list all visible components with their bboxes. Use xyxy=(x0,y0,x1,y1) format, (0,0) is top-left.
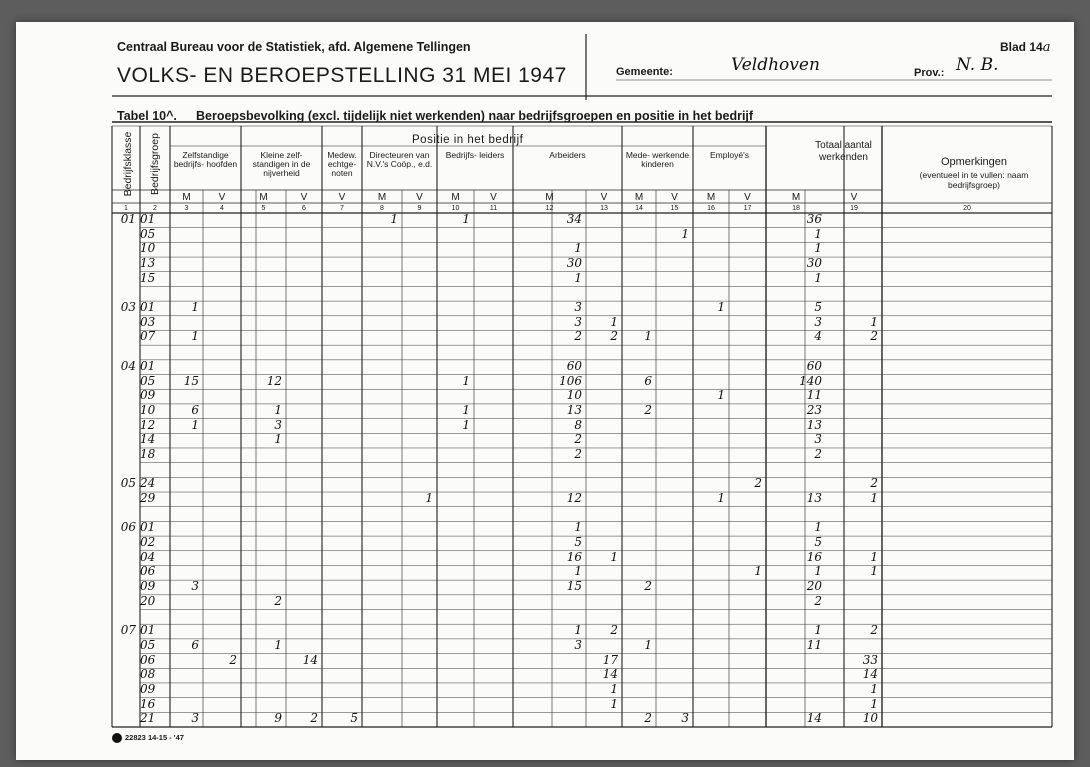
cell-c6: 2 xyxy=(310,711,318,726)
cell-c10: 1 xyxy=(462,417,470,432)
col-m-label: M xyxy=(182,192,191,203)
bedrijfsgroep-value: 21 xyxy=(140,711,156,726)
bureau-heading: Centraal Bureau voor de Statistiek, afd. Algemene Tellingen xyxy=(117,40,471,54)
col-number: 11 xyxy=(489,205,498,212)
col-number: 3 xyxy=(184,205,189,212)
cell-c12: 106 xyxy=(559,373,582,388)
bedrijfsgroep-value: 03 xyxy=(140,314,156,329)
cell-c7: 5 xyxy=(350,711,358,726)
cell-c12: 1 xyxy=(574,520,582,535)
bedrijfsklasse-value: 06 xyxy=(120,520,136,535)
cell-c3: 6 xyxy=(191,637,199,652)
gemeente-label: Gemeente: xyxy=(616,66,673,78)
bedrijfsgroep-value: 04 xyxy=(140,549,156,564)
bedrijfsgroep-value: 01 xyxy=(140,300,156,315)
cell-c14: 1 xyxy=(644,329,652,344)
col-v-label: V xyxy=(300,192,308,203)
col-v-label: V xyxy=(600,192,608,203)
cell-c12: 1 xyxy=(574,270,582,285)
col-v-label: V xyxy=(338,192,346,203)
cell-c18: 2 xyxy=(814,593,822,608)
cell-c12: 2 xyxy=(574,329,582,344)
bedrijfsgroep-value: 09 xyxy=(140,681,156,696)
cell-c3: 3 xyxy=(191,579,199,594)
cell-c8: 1 xyxy=(390,212,398,226)
col-v-label: V xyxy=(416,192,423,203)
col-m-label: M xyxy=(259,192,268,203)
print-code-text: 22823 14-15 - '47 xyxy=(125,733,184,742)
col-bedrijfsgroep: Bedrijfsgroep xyxy=(149,133,161,195)
bedrijfsgroep-value: 01 xyxy=(140,623,156,638)
cell-c19: 1 xyxy=(870,681,878,696)
bedrijfsgroep-value: 08 xyxy=(140,667,156,682)
cell-c14: 2 xyxy=(644,402,652,417)
cell-c18: 3 xyxy=(814,432,822,447)
cell-c18: 30 xyxy=(806,256,822,271)
group-header: Mede- werkende kinderen xyxy=(625,150,690,169)
cell-c19: 14 xyxy=(862,667,878,682)
cell-c12: 3 xyxy=(574,300,582,315)
cell-c12: 12 xyxy=(566,491,582,506)
col-number: 12 xyxy=(545,205,554,212)
bedrijfsgroep-value: 15 xyxy=(140,270,156,285)
cell-c12: 5 xyxy=(574,535,582,550)
group-header: Bedrijfs- leiders xyxy=(445,150,505,160)
cell-c12: 16 xyxy=(566,549,582,564)
cell-c5: 1 xyxy=(274,402,282,417)
cell-c5: 2 xyxy=(274,593,282,608)
cell-c6: 14 xyxy=(302,652,318,667)
bedrijfsgroep-value: 10 xyxy=(140,241,156,256)
cell-c5: 3 xyxy=(274,417,282,432)
cell-c9: 1 xyxy=(425,491,433,506)
bedrijfsgroep-value: 12 xyxy=(140,417,156,432)
cell-c12: 8 xyxy=(574,417,582,432)
cell-c3: 15 xyxy=(183,373,199,388)
col-number: 15 xyxy=(670,205,679,212)
prov-value: N. B. xyxy=(956,55,999,75)
cell-c12: 2 xyxy=(574,432,582,447)
col-number: 16 xyxy=(707,205,715,212)
col-number: 4 xyxy=(220,205,224,212)
cell-c12: 15 xyxy=(566,579,582,594)
col-bedrijfsklasse: Bedrijfsklasse xyxy=(122,131,134,197)
cell-c13: 1 xyxy=(610,549,618,564)
bedrijfsgroep-value: 05 xyxy=(140,637,156,652)
table-caption: Beroepsbevolking (excl. tijdelijk niet werkenden) naar bedrijfsgroepen en positie in het bedrijf xyxy=(196,109,754,123)
cell-c17: 2 xyxy=(754,476,762,491)
cell-c18: 36 xyxy=(806,212,822,226)
cell-c19: 2 xyxy=(870,329,878,344)
cell-c5: 1 xyxy=(274,432,282,447)
cell-c16: 1 xyxy=(717,300,725,315)
bedrijfsgroep-value: 10 xyxy=(140,402,156,417)
cell-c18: 16 xyxy=(806,549,822,564)
bedrijfsgroep-value: 07 xyxy=(140,329,156,344)
cell-c16: 1 xyxy=(717,388,725,403)
bedrijfsgroep-value: 05 xyxy=(140,226,156,241)
col-v-label: V xyxy=(490,192,497,203)
cell-c12: 1 xyxy=(574,564,582,579)
census-form-sheet xyxy=(16,22,1074,760)
cell-c19: 1 xyxy=(870,564,878,579)
cell-c14: 1 xyxy=(644,637,652,652)
cell-c19: 10 xyxy=(862,711,878,726)
col-number: 17 xyxy=(743,205,752,212)
bedrijfsgroep-value: 13 xyxy=(140,256,156,271)
col-positie: Positie in het bedrijf xyxy=(412,134,524,146)
cell-c15: 1 xyxy=(681,226,689,241)
cell-c14: 2 xyxy=(644,711,652,726)
col-m-label: M xyxy=(706,192,716,203)
cell-c10: 1 xyxy=(462,402,470,417)
cell-c14: 2 xyxy=(644,579,652,594)
col-number: 2 xyxy=(153,205,157,212)
bedrijfsgroep-value: 06 xyxy=(140,564,156,579)
group-header: Employé's xyxy=(710,150,749,160)
col-number: 10 xyxy=(451,205,460,212)
cell-c10: 1 xyxy=(462,373,470,388)
cell-c15: 3 xyxy=(681,711,689,726)
cell-c18: 13 xyxy=(806,491,822,506)
cell-c18: 1 xyxy=(814,270,822,285)
cell-c14: 6 xyxy=(644,373,652,388)
cell-c13: 17 xyxy=(602,652,618,667)
bedrijfsklasse-value: 05 xyxy=(120,476,136,491)
col-number: 1 xyxy=(124,205,128,212)
cell-c12: 10 xyxy=(566,388,582,403)
bedrijfsgroep-value: 14 xyxy=(140,432,156,447)
col-v-label: V xyxy=(218,192,226,203)
bedrijfsgroep-value: 05 xyxy=(140,373,156,388)
bedrijfsklasse-value: 04 xyxy=(120,358,136,373)
cell-c19: 1 xyxy=(870,549,878,564)
cell-c5: 1 xyxy=(274,637,282,652)
group-header: Zelfstandige bedrijfs- hoofden xyxy=(173,150,238,169)
col-number: 5 xyxy=(261,205,266,212)
cell-c16: 1 xyxy=(717,491,725,506)
bedrijfsklasse-value: 07 xyxy=(120,623,136,638)
bedrijfsklasse-value: 03 xyxy=(120,300,136,315)
bedrijfsgroep-value: 09 xyxy=(140,388,156,403)
cell-c18: 20 xyxy=(806,579,822,594)
col-v-label: V xyxy=(744,192,751,203)
cell-c17: 1 xyxy=(754,564,762,579)
cell-c3: 6 xyxy=(191,402,199,417)
col-number: 18 xyxy=(792,205,800,212)
col-v-label: V xyxy=(850,192,858,203)
cell-c18: 1 xyxy=(814,226,822,241)
col-m-label: M xyxy=(791,192,801,203)
col-m-label: M xyxy=(634,192,644,203)
cell-c19: 1 xyxy=(870,491,878,506)
cell-c18: 11 xyxy=(806,637,822,652)
cell-c18: 1 xyxy=(814,564,822,579)
cell-c18: 1 xyxy=(814,241,822,256)
cell-c18: 23 xyxy=(806,402,822,417)
col-number: 7 xyxy=(340,205,344,212)
cell-c18: 11 xyxy=(806,388,822,403)
bedrijfsgroep-value: 20 xyxy=(140,593,156,608)
cell-c12: 2 xyxy=(574,446,582,461)
col-opmerkingen: Opmerkingen xyxy=(940,156,1008,168)
bedrijfsgroep-value: 18 xyxy=(140,446,156,461)
bedrijfsgroep-value: 06 xyxy=(140,652,156,667)
cell-c18: 2 xyxy=(814,446,822,461)
group-header: Medew. echtge- noten xyxy=(327,150,357,178)
cell-c19: 2 xyxy=(870,623,878,638)
bedrijfsgroep-value: 09 xyxy=(140,579,156,594)
bedrijfsgroep-value: 29 xyxy=(140,491,156,506)
cell-c12: 3 xyxy=(574,314,582,329)
col-v-label: V xyxy=(671,192,678,203)
cell-c13: 1 xyxy=(610,681,618,696)
cell-c13: 1 xyxy=(610,696,618,711)
cell-c18: 140 xyxy=(799,373,822,388)
cell-c19: 33 xyxy=(862,652,878,667)
print-stamp-icon xyxy=(112,733,122,743)
bedrijfsgroep-value: 01 xyxy=(140,358,156,373)
cell-c13: 1 xyxy=(610,314,618,329)
col-opmerkingen-sub: (eventueel in te vullen: naam bedrijfsgroep) xyxy=(919,170,1029,190)
cell-c3: 1 xyxy=(191,417,199,432)
col-totaal: Totaal aantal werkenden xyxy=(815,140,872,163)
cell-c3: 1 xyxy=(191,300,199,315)
col-number: 6 xyxy=(302,205,306,212)
col-number: 9 xyxy=(417,205,422,212)
cell-c12: 60 xyxy=(566,358,582,373)
blad-suffix: a xyxy=(1042,40,1051,55)
cell-c18: 3 xyxy=(814,314,822,329)
bedrijfsgroep-value: 01 xyxy=(140,212,156,226)
bedrijfsgroep-value: 02 xyxy=(140,535,156,550)
cell-c18: 1 xyxy=(814,623,822,638)
cell-c18: 14 xyxy=(806,711,822,726)
cell-c12: 1 xyxy=(574,623,582,638)
cell-c19: 1 xyxy=(870,314,878,329)
cell-c10: 1 xyxy=(462,212,470,226)
bedrijfsgroep-value: 16 xyxy=(140,696,156,711)
cell-c18: 5 xyxy=(814,300,822,315)
cell-c5: 12 xyxy=(266,373,282,388)
col-number: 19 xyxy=(850,205,858,212)
col-number: 13 xyxy=(600,205,608,212)
bedrijfsgroep-value: 01 xyxy=(140,520,156,535)
form-title: VOLKS- EN BEROEPSTELLING 31 MEI 1947 xyxy=(117,64,567,87)
group-header: Kleine zelf- standigen in de nijverheid xyxy=(252,150,311,178)
cell-c13: 2 xyxy=(610,623,618,638)
cell-c19: 1 xyxy=(870,696,878,711)
cell-c13: 2 xyxy=(610,329,618,344)
cell-c3: 3 xyxy=(191,711,199,726)
cell-c5: 9 xyxy=(274,711,282,726)
cell-c12: 30 xyxy=(566,256,582,271)
group-header: Directeuren van N.V.'s Coöp., e.d. xyxy=(366,150,433,169)
col-number: 14 xyxy=(635,205,643,212)
cell-c3: 1 xyxy=(191,329,199,344)
cell-c18: 60 xyxy=(806,358,822,373)
col-m-label: M xyxy=(377,192,387,203)
col-number: 8 xyxy=(380,205,384,212)
bedrijfsgroep-value: 24 xyxy=(140,476,156,491)
table-label: Tabel 10^. xyxy=(117,109,177,123)
blad-number: Blad 14 xyxy=(1000,40,1043,54)
gemeente-value: Veldhoven xyxy=(731,55,820,75)
col-m-label: M xyxy=(451,192,460,203)
footer-print-code xyxy=(112,733,184,743)
prov-label: Prov.: xyxy=(914,67,945,79)
cell-c12: 13 xyxy=(566,402,582,417)
bedrijfsklasse-value: 01 xyxy=(120,212,136,226)
cell-c4: 2 xyxy=(229,652,237,667)
cell-c18: 1 xyxy=(814,520,822,535)
cell-c18: 5 xyxy=(814,535,822,550)
group-header: Arbeiders xyxy=(549,150,586,160)
cell-c12: 34 xyxy=(566,212,582,226)
col-number: 20 xyxy=(963,205,971,212)
cell-c19: 2 xyxy=(870,476,878,491)
cell-c13: 14 xyxy=(602,667,618,682)
cell-c18: 13 xyxy=(806,417,822,432)
cell-c18: 4 xyxy=(814,329,822,344)
cell-c12: 1 xyxy=(574,241,582,256)
cell-c12: 3 xyxy=(574,637,582,652)
col-m-label: M xyxy=(545,192,554,203)
